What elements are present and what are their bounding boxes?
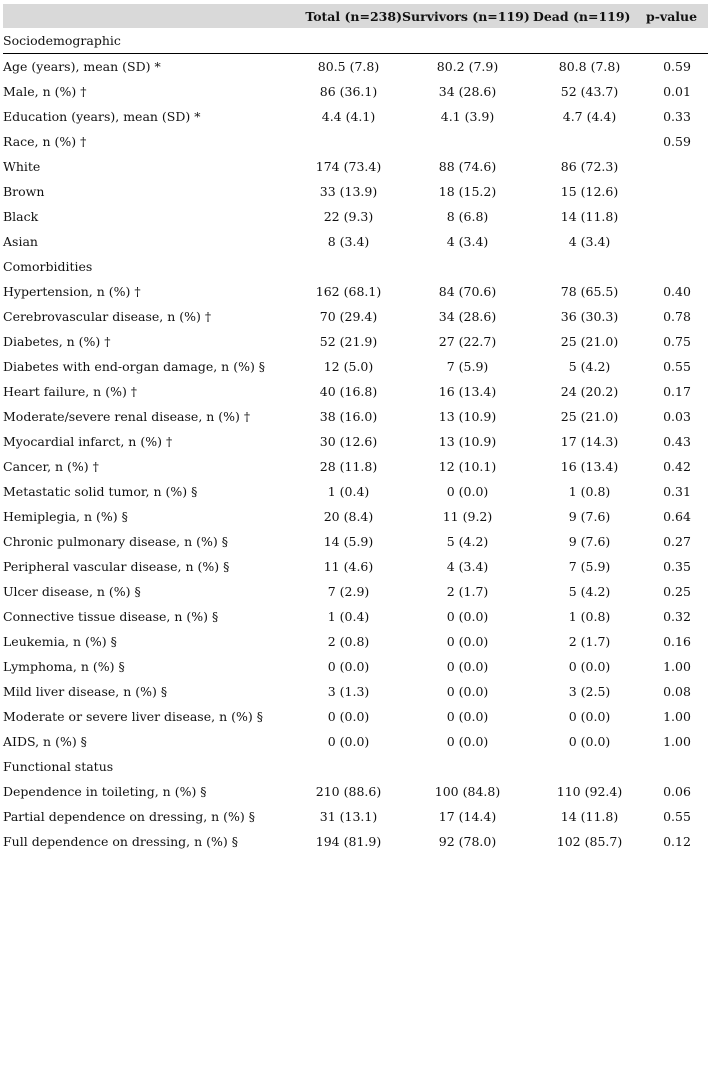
cell-dead	[533, 28, 646, 54]
row-label: Leukemia, n (%) §	[3, 634, 117, 649]
section-row	[3, 754, 708, 779]
cell-total: 20 (8.4)	[323, 509, 374, 524]
table-row	[3, 154, 708, 179]
cell-total: 162 (68.1)	[315, 284, 382, 299]
cell-dead: 3 (2.5)	[568, 684, 611, 699]
cell-total: 7 (2.9)	[327, 584, 370, 599]
cell-survivors: 34 (28.6)	[438, 309, 497, 324]
cell-survivors: 13 (10.9)	[438, 409, 497, 424]
cell-total	[295, 28, 402, 54]
cell-p-value: 0.42	[663, 459, 691, 474]
cell-survivors: 27 (22.7)	[438, 334, 497, 349]
cell-p-value: 0.59	[663, 134, 691, 149]
cell-dead	[533, 254, 646, 279]
row-label: Brown	[3, 184, 45, 199]
header-dead: Dead (n=119)	[533, 4, 646, 28]
table-row	[3, 79, 708, 104]
cell-p-value: 0.17	[663, 384, 691, 399]
cell-total: 0 (0.0)	[327, 709, 370, 724]
cell-survivors: 100 (84.8)	[434, 784, 501, 799]
table-row	[3, 579, 708, 604]
cell-dead: 36 (30.3)	[560, 309, 619, 324]
cell-dead: 5 (4.2)	[568, 359, 611, 374]
cell-survivors: 92 (78.0)	[438, 834, 497, 849]
cell-survivors: 0 (0.0)	[446, 609, 489, 624]
header-p-value: p-value	[646, 4, 708, 28]
cell-p-value	[646, 754, 708, 779]
cell-survivors	[402, 254, 533, 279]
cell-p-value	[646, 154, 708, 179]
cell-dead: 86 (72.3)	[560, 159, 619, 174]
cell-total: 40 (16.8)	[319, 384, 378, 399]
cell-survivors: 84 (70.6)	[438, 284, 497, 299]
row-label: Race, n (%) †	[3, 134, 87, 149]
cell-dead: 5 (4.2)	[568, 584, 611, 599]
cell-p-value: 1.00	[663, 659, 691, 674]
table-row	[3, 679, 708, 704]
cell-dead: 102 (85.7)	[556, 834, 623, 849]
table-row	[3, 279, 708, 304]
row-label: Male, n (%) †	[3, 84, 87, 99]
cell-survivors: 0 (0.0)	[446, 709, 489, 724]
cell-dead: 4.7 (4.4)	[562, 109, 617, 124]
cell-dead: 110 (92.4)	[556, 784, 623, 799]
cell-total: 1 (0.4)	[327, 484, 370, 499]
table-row	[3, 404, 708, 429]
cell-survivors	[402, 754, 533, 779]
cell-p-value: 0.64	[663, 509, 691, 524]
cell-p-value: 0.06	[663, 784, 691, 799]
cell-dead: 1 (0.8)	[568, 609, 611, 624]
cell-total: 174 (73.4)	[315, 159, 382, 174]
cell-dead: 17 (14.3)	[560, 434, 619, 449]
row-label: Age (years), mean (SD) *	[3, 59, 161, 74]
cell-survivors: 11 (9.2)	[442, 509, 493, 524]
cell-p-value: 0.12	[663, 834, 691, 849]
section-row	[3, 129, 708, 154]
cell-total: 52 (21.9)	[319, 334, 378, 349]
row-label: Ulcer disease, n (%) §	[3, 584, 141, 599]
cell-total: 12 (5.0)	[323, 359, 374, 374]
cell-survivors: 12 (10.1)	[438, 459, 497, 474]
table-row	[3, 379, 708, 404]
cell-p-value	[646, 28, 708, 54]
cell-total: 8 (3.4)	[327, 234, 370, 249]
cell-survivors: 0 (0.0)	[446, 684, 489, 699]
cell-dead: 25 (21.0)	[560, 409, 619, 424]
table-row	[3, 629, 708, 654]
table-header-row	[3, 4, 708, 28]
cell-total: 22 (9.3)	[323, 209, 374, 224]
table-row	[3, 554, 708, 579]
section-row	[3, 254, 708, 279]
row-label: Lymphoma, n (%) §	[3, 659, 125, 674]
cell-p-value: 0.03	[663, 409, 691, 424]
cell-survivors: 0 (0.0)	[446, 484, 489, 499]
cell-total: 4.4 (4.1)	[321, 109, 376, 124]
row-label: Full dependence on dressing, n (%) §	[3, 834, 238, 849]
table-row	[3, 429, 708, 454]
cell-total: 3 (1.3)	[327, 684, 370, 699]
table-row	[3, 204, 708, 229]
cell-survivors: 8 (6.8)	[446, 209, 489, 224]
row-label: Diabetes with end-organ damage, n (%) §	[3, 359, 266, 374]
row-label: Dependence in toileting, n (%) §	[3, 784, 207, 799]
table-row	[3, 604, 708, 629]
cell-p-value: 0.78	[663, 309, 691, 324]
header-total: Total (n=238)	[295, 4, 402, 28]
row-label: Heart failure, n (%) †	[3, 384, 138, 399]
cell-dead: 7 (5.9)	[568, 559, 611, 574]
cell-p-value	[646, 204, 708, 229]
table-row	[3, 304, 708, 329]
row-label: Cancer, n (%) †	[3, 459, 99, 474]
table-row	[3, 179, 708, 204]
cell-p-value: 0.01	[663, 84, 691, 99]
cell-survivors: 18 (15.2)	[438, 184, 497, 199]
cell-dead: 2 (1.7)	[568, 634, 611, 649]
cell-survivors: 13 (10.9)	[438, 434, 497, 449]
table-row	[3, 804, 708, 829]
cell-dead: 80.8 (7.8)	[558, 59, 621, 74]
row-label: Chronic pulmonary disease, n (%) §	[3, 534, 228, 549]
cell-total	[295, 129, 402, 154]
cell-dead: 4 (3.4)	[568, 234, 611, 249]
table-row	[3, 104, 708, 129]
cell-dead: 25 (21.0)	[560, 334, 619, 349]
cell-total: 38 (16.0)	[319, 409, 378, 424]
row-label: Hemiplegia, n (%) §	[3, 509, 128, 524]
cell-total: 33 (13.9)	[319, 184, 378, 199]
cell-p-value: 1.00	[663, 709, 691, 724]
cell-survivors: 7 (5.9)	[446, 359, 489, 374]
cell-p-value: 0.27	[663, 534, 691, 549]
table-row	[3, 454, 708, 479]
cell-total	[295, 254, 402, 279]
cell-p-value: 0.25	[663, 584, 691, 599]
cell-survivors: 4 (3.4)	[446, 559, 489, 574]
cell-survivors: 80.2 (7.9)	[436, 59, 499, 74]
cell-total: 194 (81.9)	[315, 834, 382, 849]
row-label: Metastatic solid tumor, n (%) §	[3, 484, 198, 499]
cell-p-value: 0.33	[663, 109, 691, 124]
table-row	[3, 729, 708, 754]
cell-p-value: 0.31	[663, 484, 691, 499]
cell-total: 31 (13.1)	[319, 809, 378, 824]
cell-total: 210 (88.6)	[315, 784, 382, 799]
cell-p-value	[646, 179, 708, 204]
cell-p-value: 0.32	[663, 609, 691, 624]
row-label: Diabetes, n (%) †	[3, 334, 111, 349]
row-label: Cerebrovascular disease, n (%) †	[3, 309, 212, 324]
cell-p-value: 0.59	[663, 59, 691, 74]
cell-dead: 16 (13.4)	[560, 459, 619, 474]
header-label	[3, 4, 295, 28]
cell-p-value: 0.55	[663, 359, 691, 374]
table-row	[3, 54, 708, 80]
cell-p-value: 1.00	[663, 734, 691, 749]
cell-survivors: 4 (3.4)	[446, 234, 489, 249]
table-row	[3, 829, 708, 854]
row-label: AIDS, n (%) §	[3, 734, 87, 749]
cell-p-value: 0.55	[663, 809, 691, 824]
cell-dead: 14 (11.8)	[560, 809, 619, 824]
cell-p-value: 0.08	[663, 684, 691, 699]
section-row	[3, 28, 708, 54]
cell-total	[295, 754, 402, 779]
cell-total: 30 (12.6)	[319, 434, 378, 449]
cell-p-value: 0.40	[663, 284, 691, 299]
row-label: Functional status	[3, 759, 114, 774]
cell-survivors: 4.1 (3.9)	[440, 109, 495, 124]
table-body	[3, 28, 708, 854]
table-row	[3, 229, 708, 254]
cell-total: 80.5 (7.8)	[317, 59, 380, 74]
cell-dead: 0 (0.0)	[568, 709, 611, 724]
table-row	[3, 479, 708, 504]
table-row	[3, 654, 708, 679]
row-label: Connective tissue disease, n (%) §	[3, 609, 219, 624]
table-row	[3, 329, 708, 354]
cell-total: 14 (5.9)	[323, 534, 374, 549]
cell-survivors	[402, 28, 533, 54]
cell-dead	[533, 129, 646, 154]
cell-dead: 0 (0.0)	[568, 659, 611, 674]
row-label: White	[3, 159, 41, 174]
cell-total: 1 (0.4)	[327, 609, 370, 624]
cell-dead: 15 (12.6)	[560, 184, 619, 199]
cell-total: 70 (29.4)	[319, 309, 378, 324]
row-label: Comorbidities	[3, 259, 93, 274]
cell-p-value	[646, 254, 708, 279]
row-label: Hypertension, n (%) †	[3, 284, 141, 299]
table-row	[3, 779, 708, 804]
cell-survivors: 0 (0.0)	[446, 634, 489, 649]
cell-p-value: 0.75	[663, 334, 691, 349]
cell-total: 86 (36.1)	[319, 84, 378, 99]
cell-survivors: 16 (13.4)	[438, 384, 497, 399]
row-label: Moderate/severe renal disease, n (%) †	[3, 409, 251, 424]
table-row	[3, 704, 708, 729]
characteristics-table	[3, 4, 708, 854]
cell-dead: 52 (43.7)	[560, 84, 619, 99]
cell-survivors	[402, 129, 533, 154]
cell-total: 0 (0.0)	[327, 659, 370, 674]
cell-total: 28 (11.8)	[319, 459, 378, 474]
row-label: Partial dependence on dressing, n (%) §	[3, 809, 256, 824]
cell-survivors: 5 (4.2)	[446, 534, 489, 549]
cell-dead: 9 (7.6)	[568, 509, 611, 524]
cell-p-value: 0.43	[663, 434, 691, 449]
cell-survivors: 88 (74.6)	[438, 159, 497, 174]
cell-total: 11 (4.6)	[323, 559, 374, 574]
table-row	[3, 504, 708, 529]
row-label: Black	[3, 209, 39, 224]
cell-p-value	[646, 229, 708, 254]
cell-p-value: 0.35	[663, 559, 691, 574]
cell-dead: 0 (0.0)	[568, 734, 611, 749]
row-label: Myocardial infarct, n (%) †	[3, 434, 173, 449]
table-row	[3, 529, 708, 554]
row-label: Peripheral vascular disease, n (%) §	[3, 559, 230, 574]
table-row	[3, 354, 708, 379]
cell-dead: 78 (65.5)	[560, 284, 619, 299]
cell-survivors: 0 (0.0)	[446, 734, 489, 749]
cell-survivors: 34 (28.6)	[438, 84, 497, 99]
cell-dead: 24 (20.2)	[560, 384, 619, 399]
row-label: Moderate or severe liver disease, n (%) §	[3, 709, 263, 724]
cell-survivors: 0 (0.0)	[446, 659, 489, 674]
cell-survivors: 17 (14.4)	[438, 809, 497, 824]
cell-dead: 9 (7.6)	[568, 534, 611, 549]
cell-total: 0 (0.0)	[327, 734, 370, 749]
row-label: Asian	[3, 234, 38, 249]
row-label: Sociodemographic	[3, 28, 295, 54]
cell-p-value: 0.16	[663, 634, 691, 649]
cell-dead: 1 (0.8)	[568, 484, 611, 499]
cell-total: 2 (0.8)	[327, 634, 370, 649]
cell-dead	[533, 754, 646, 779]
row-label: Education (years), mean (SD) *	[3, 109, 201, 124]
header-survivors: Survivors (n=119)	[402, 4, 533, 28]
row-label: Mild liver disease, n (%) §	[3, 684, 168, 699]
cell-dead: 14 (11.8)	[560, 209, 619, 224]
cell-survivors: 2 (1.7)	[446, 584, 489, 599]
